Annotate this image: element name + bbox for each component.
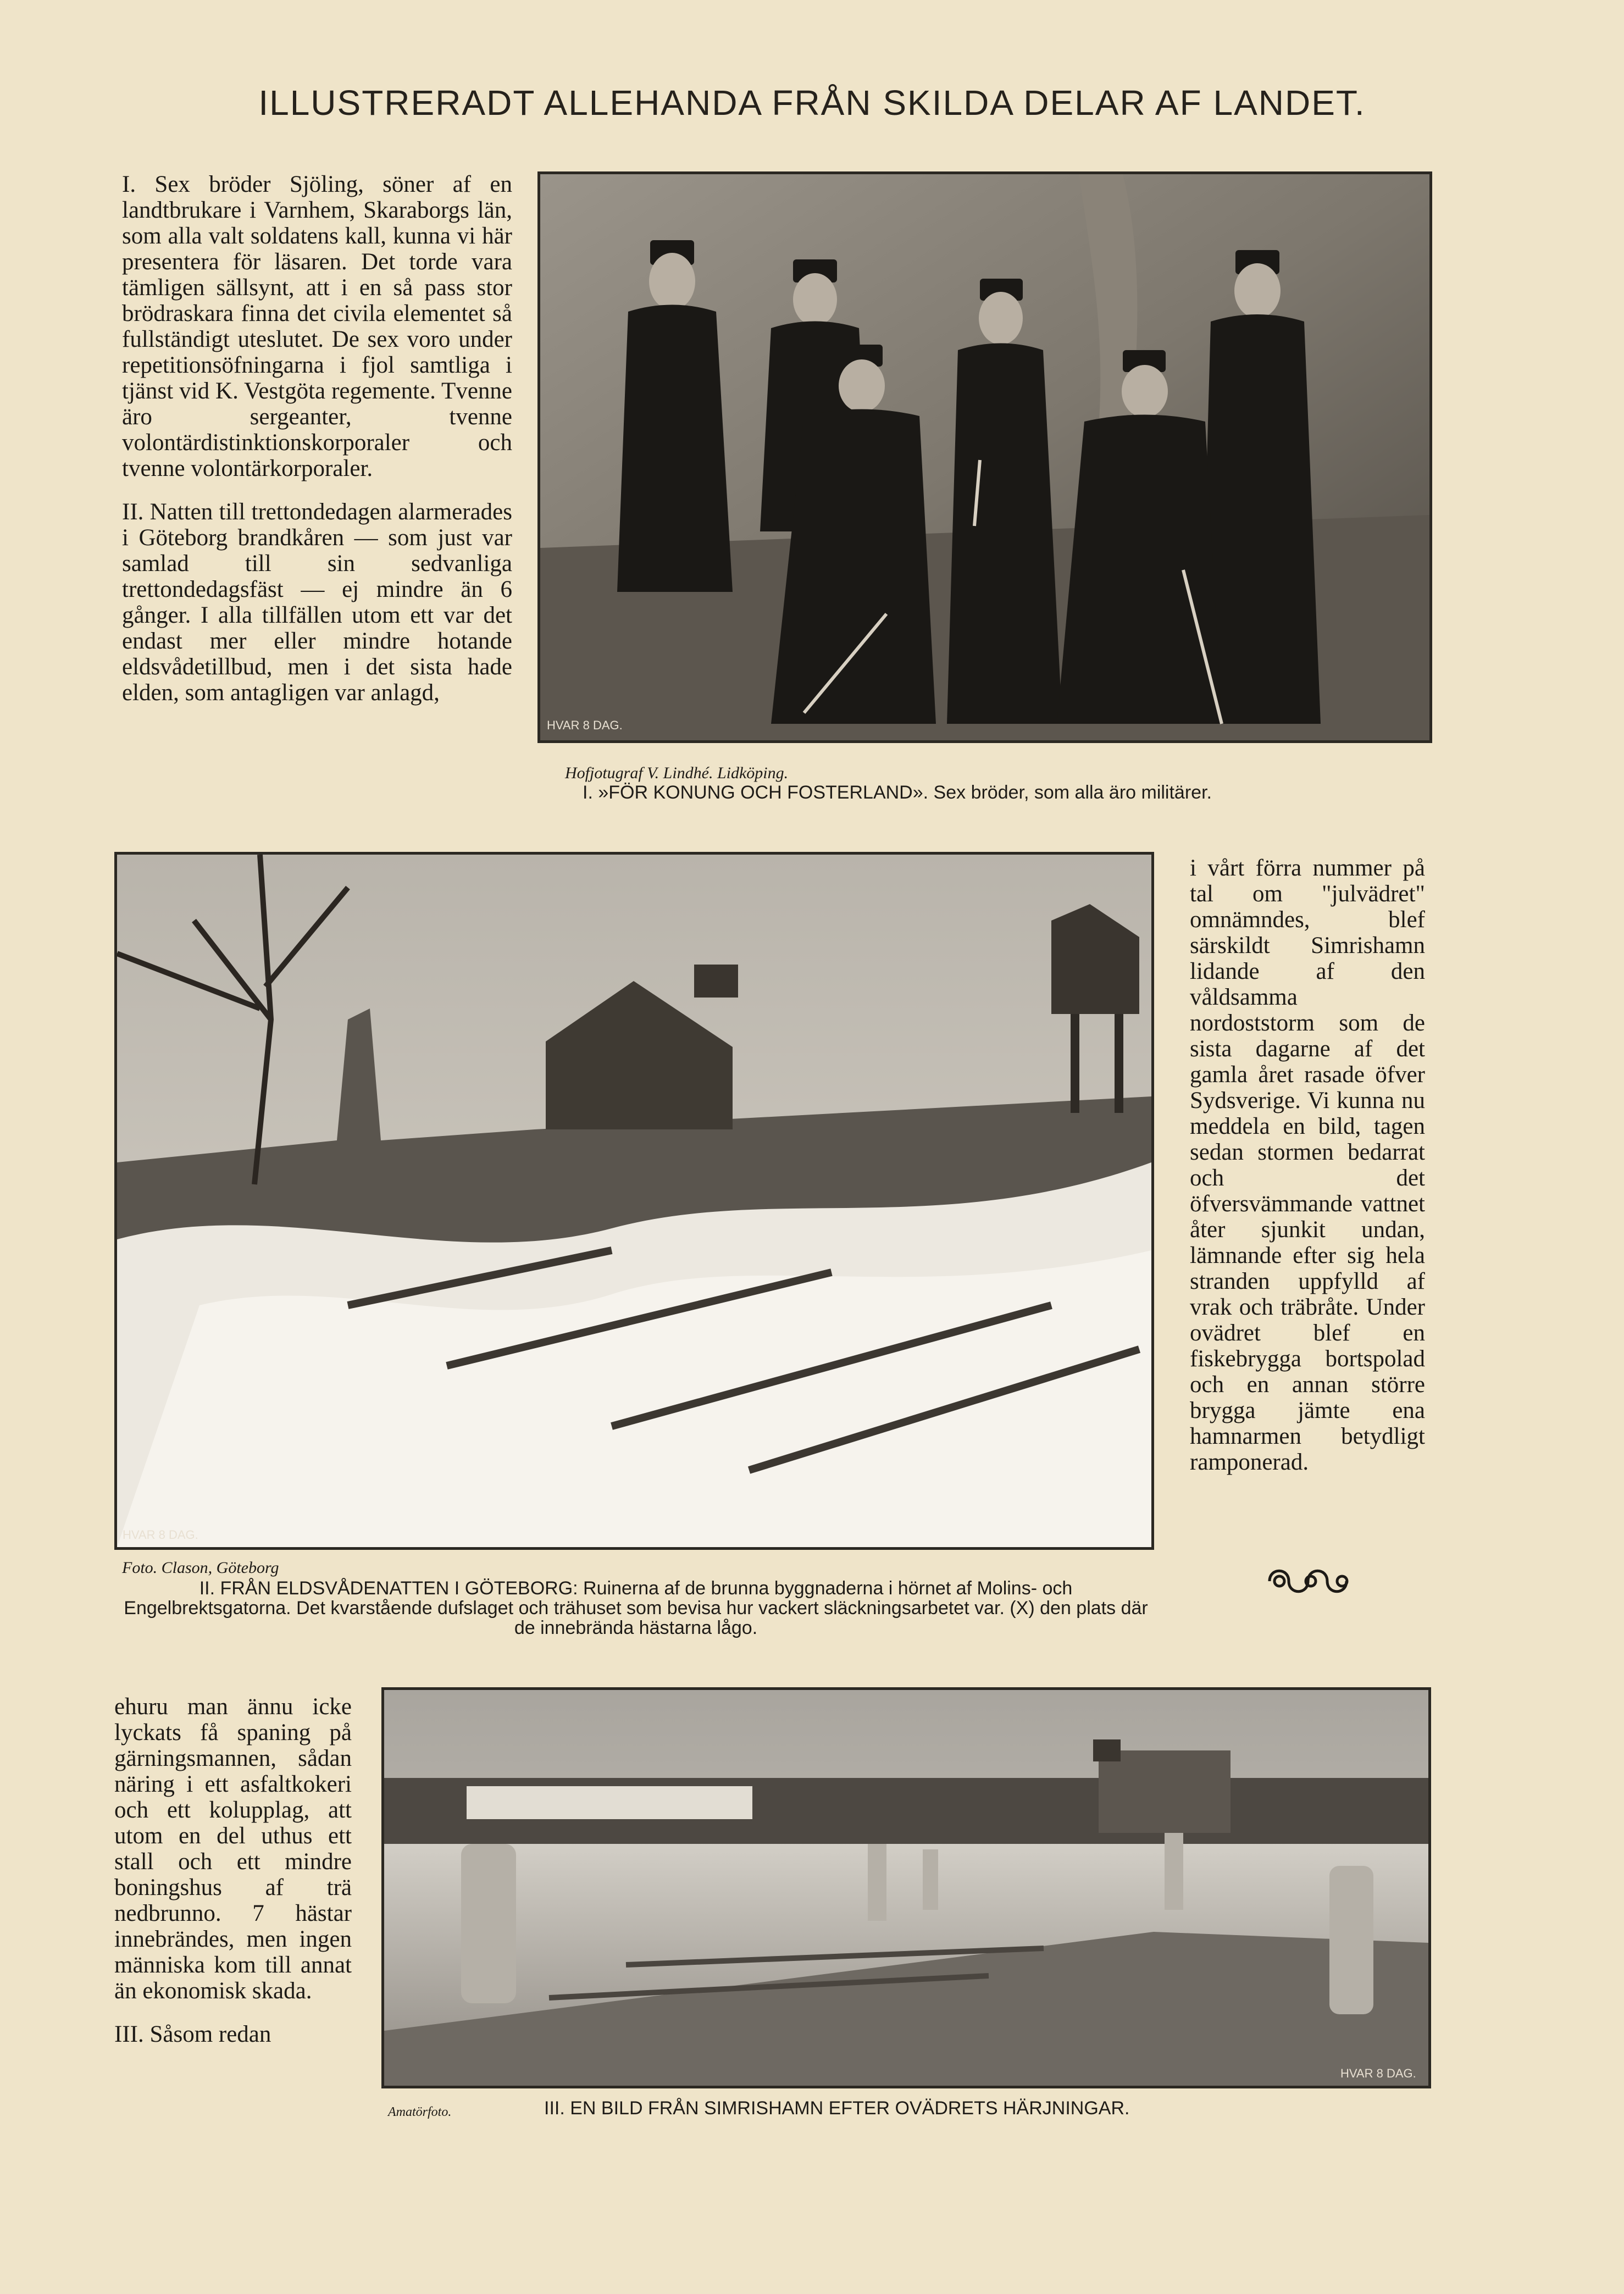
ornament-icon <box>1264 1562 1357 1600</box>
article-section-3-start: III. Såsom redan <box>114 2021 271 2047</box>
photo-six-brothers <box>537 171 1432 743</box>
article-section-2-continued: ehuru man ännu icke lyckats få spaning på gärningsmannen, sådan näring i ett asfaltkokeri och ett kolupplag, att utom en del uthus ett stall och ett mindre boningshus af trä nedbrunno. 7 hästar innebrändes, men ingen människa kom till annat än ekonomisk skada. <box>114 1694 352 2004</box>
article-section-3-continued: i vårt förra nummer på tal om "julvädret" omnämndes, blef särskildt Simrishamn lidande af den våldsamma nordoststorm som de sista dagarne af det gamla året rasade öfver Sydsverige. Vi kunna nu meddela en bild, tagen sedan stormen bedarrat och det öfversvämmande vattnet åter sjunkit undan, lämnande efter sig hela stranden uppfylld af vrak och träbråte. Under ovädret blef en fiskebrygga bortspolad och en annan större brygga jämte ena hamnarmen betydligt ramponerad. <box>1190 855 1425 1475</box>
photo-watermark: HVAR 8 DAG. <box>1340 2066 1416 2080</box>
photo-caption-1: I. »FÖR KONUNG OCH FOSTERLAND». Sex bröder, som alla äro militärer. <box>583 782 1212 803</box>
photo-watermark: HVAR 8 DAG. <box>547 718 623 732</box>
photo-caption-3: III. EN BILD FRÅN SIMRISHAMN EFTER OVÄDRETS HÄRJNINGAR. <box>544 2098 1130 2119</box>
photo-fire-ruins <box>114 852 1154 1550</box>
photo-caption-2: II. FRÅN ELDSVÅDENATTEN I GÖTEBORG: Ruinerna af de brunna byggnaderna i hörnet af Molins- och Engelbrektsgatorna. Det kvarstående dufslaget och trähuset som bevisa hur vackert släckningsarbetet var. (X) den plats där de innebrända hästarna lågo. <box>124 1578 1148 1638</box>
photo-credit-3: Amatörfoto. <box>388 2105 452 2119</box>
photo-credit-1: Hofjotugraf V. Lindhé. Lidköping. <box>565 764 789 782</box>
article-column-right <box>1190 855 1425 1493</box>
article-column-left-top <box>122 171 512 723</box>
article-section-2-start: II. Natten till trettondedagen alarmerades i Göteborg brandkåren — som just var samlad till sin sedvanliga trettondedagsfäst — ej mindre än 6 gånger. I alla tillfällen utom ett var det endast mer eller mindre hotande eldsvådetillbud, men i det sista hade elden, som antagligen var anlagd, <box>122 499 512 706</box>
photo-watermark: HVAR 8 DAG. <box>123 1528 198 1542</box>
article-section-1: I. Sex bröder Sjöling, söner af en landtbrukare i Varnhem, Skaraborgs län, som alla valt soldatens kall, kunna vi här presentera för läsaren. Det torde vara tämligen sällsynt, att i en så pass stor brödraskara finna det civila elementet så fullständigt uteslutet. De sex voro under repetitionsöfningarna i fjol samtliga i tjänst vid K. Vestgöta regemente. Tvenne äro sergeanter, tvenne volontärdistinktionskorporaler och tvenne volontärkorporaler. <box>122 171 512 481</box>
article-column-left-bottom <box>114 1694 352 2065</box>
photo-credit-2: Foto. Clason, Göteborg <box>122 1559 279 1577</box>
page-header: ILLUSTRERADT ALLEHANDA FRÅN SKILDA DELAR AF LANDET. <box>258 83 1366 123</box>
photo-simrishamn <box>381 1687 1431 2088</box>
